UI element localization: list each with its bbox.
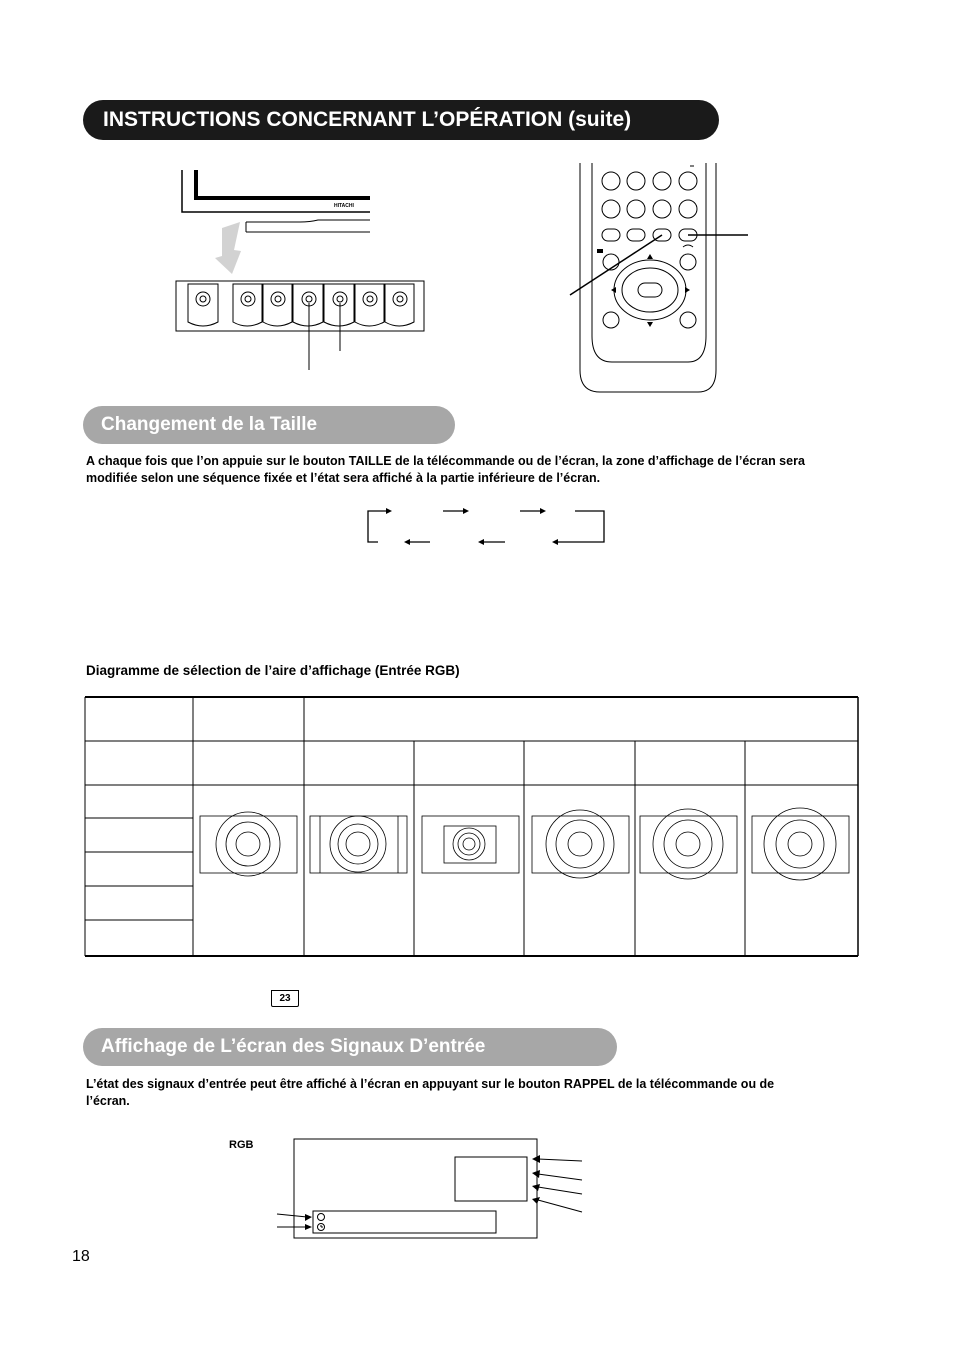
size-paragraph: A chaque fois que l’on appuie sur le bouton TAILLE de la télécommande ou de l’écran, la zone d’affichage de l’écran sera modifiée selon une séquence fixée et l’état sera affiché à la partie inférieure de l’écran.: [86, 454, 805, 485]
size-sequence-arrows: [0, 500, 954, 560]
section-title-signals: Affichage de L’écran des Signaux D’entrée: [83, 1028, 617, 1066]
rgb-label: RGB: [229, 1139, 254, 1151]
signals-paragraph: L’état des signaux d’entrée peut être affiché à l’écran en appuyant sur le bouton RAPPEL de la télécommande ou de l’écran.: [86, 1077, 775, 1108]
page-number: 18: [72, 1248, 90, 1265]
signal-display-illustration: [0, 1130, 954, 1250]
remote-control-illustration: [0, 0, 954, 400]
display-area-table: [0, 690, 954, 970]
tv-brand: HITACHI: [334, 203, 354, 209]
page-title: INSTRUCTIONS CONCERNANT L’OPÉRATION (suite): [83, 100, 719, 140]
page-reference-icon[interactable]: 23: [271, 990, 299, 1007]
section-title-size: Changement de la Taille: [83, 406, 455, 444]
remote-buttons: [602, 172, 697, 328]
diagram-caption: Diagramme de sélection de l’aire d’affichage (Entrée RGB): [86, 663, 460, 678]
